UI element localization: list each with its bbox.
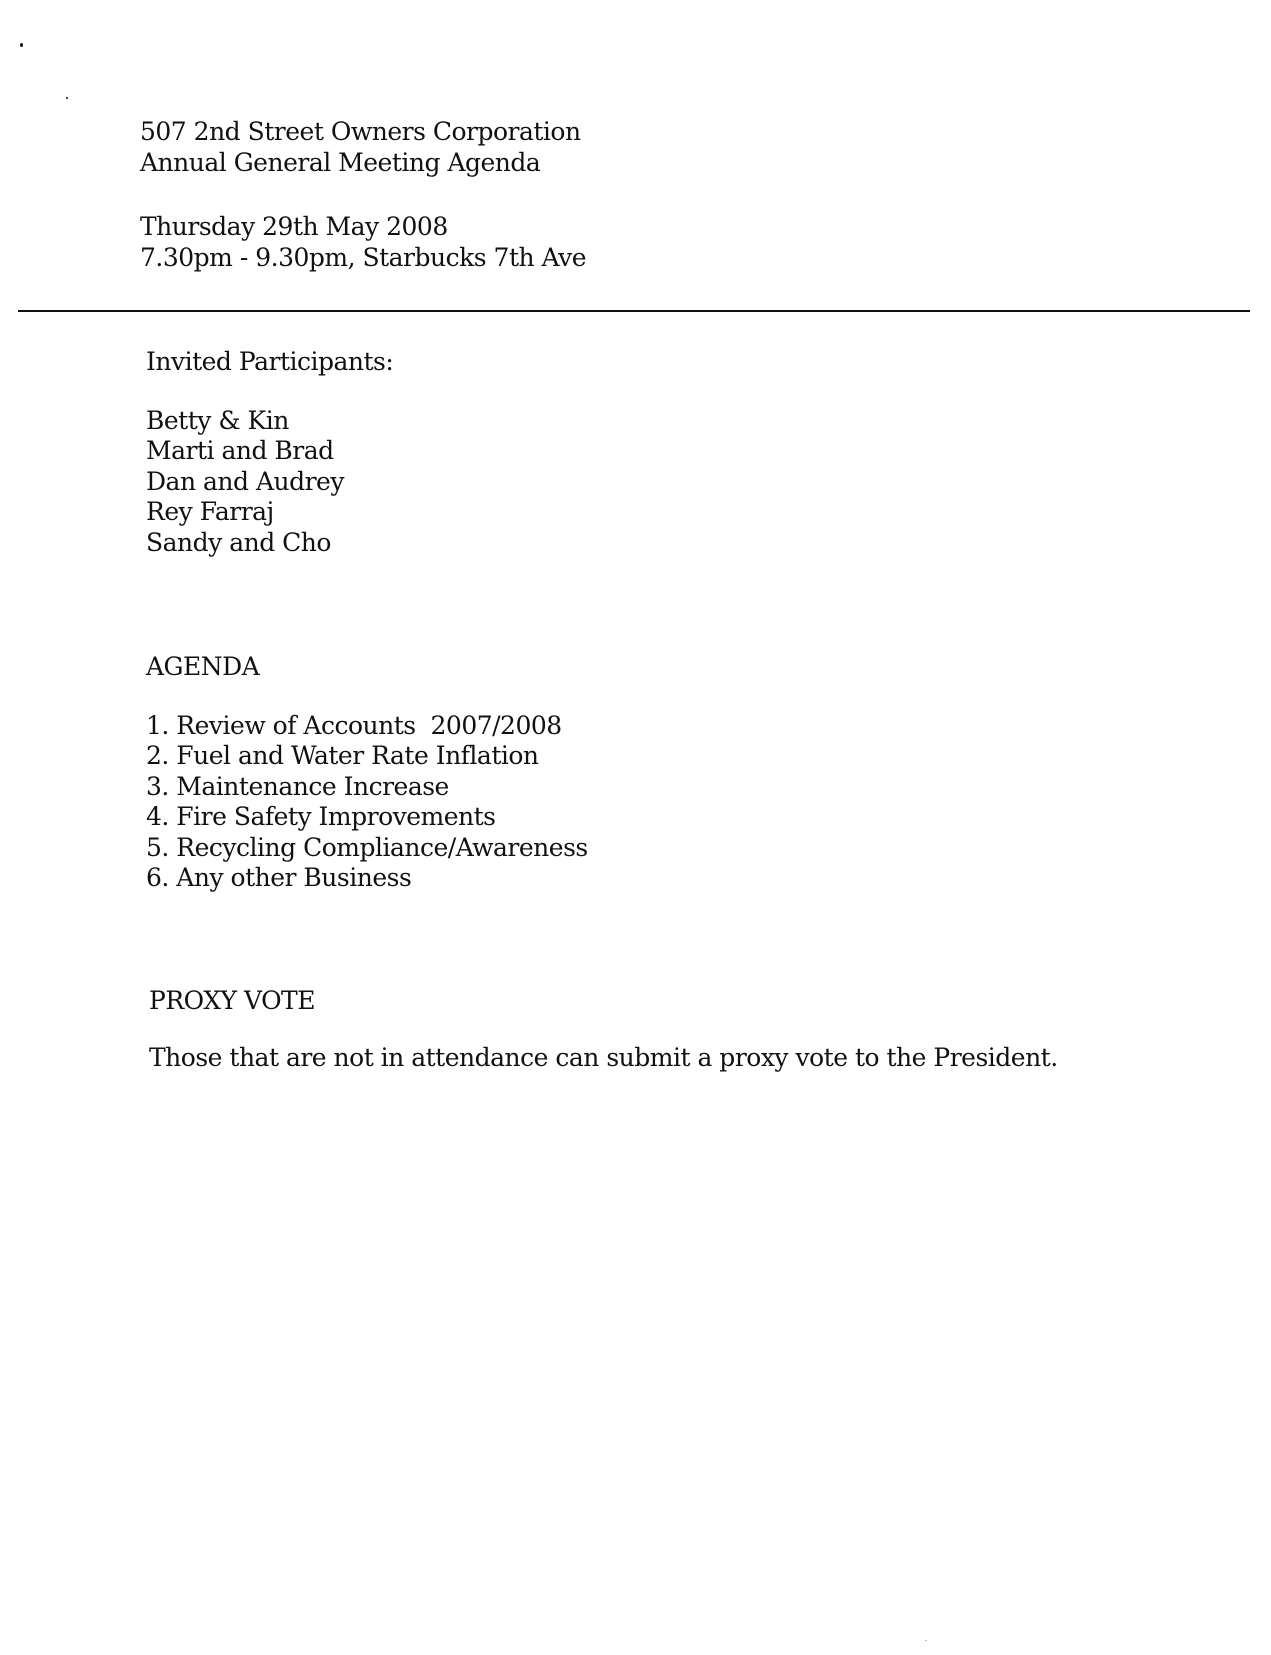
participant-item: Betty & Kin <box>146 406 289 435</box>
participant-item: Sandy and Cho <box>146 527 331 557</box>
document-title: Annual General Meeting Agenda <box>140 148 541 177</box>
participant-item: Rey Farraj <box>146 497 274 527</box>
agenda-item: 1. Review of Accounts 2007/2008 <box>146 711 562 740</box>
agenda-item: 2. Fuel and Water Rate Inflation <box>146 741 539 771</box>
participants-list <box>146 406 344 558</box>
participant-item: Marti and Brad <box>146 436 334 466</box>
meeting-time-location: 7.30pm - 9.30pm, Starbucks 7th Ave <box>140 243 587 272</box>
participants-heading: Invited Participants: <box>146 347 394 376</box>
meeting-date: Thursday 29th May 2008 <box>140 212 448 241</box>
scan-speck <box>925 1640 927 1641</box>
participant-item: Dan and Audrey <box>146 466 344 496</box>
agenda-heading: AGENDA <box>146 652 260 681</box>
meeting-details <box>140 211 586 273</box>
document-header <box>140 116 581 178</box>
agenda-item: 3. Maintenance Increase <box>146 771 449 801</box>
proxy-vote-text: Those that are not in attendance can submit a proxy vote to the President. <box>149 1043 1058 1072</box>
agenda-list <box>146 711 588 893</box>
scan-speck <box>20 43 23 47</box>
agenda-item: 5. Recycling Compliance/Awareness <box>146 832 588 862</box>
horizontal-divider <box>18 310 1250 312</box>
scan-speck <box>66 97 68 99</box>
proxy-vote-heading: PROXY VOTE <box>149 986 315 1015</box>
agenda-item: 4. Fire Safety Improvements <box>146 802 496 832</box>
agenda-item: 6. Any other Business <box>146 863 412 893</box>
organization-name: 507 2nd Street Owners Corporation <box>140 117 581 146</box>
